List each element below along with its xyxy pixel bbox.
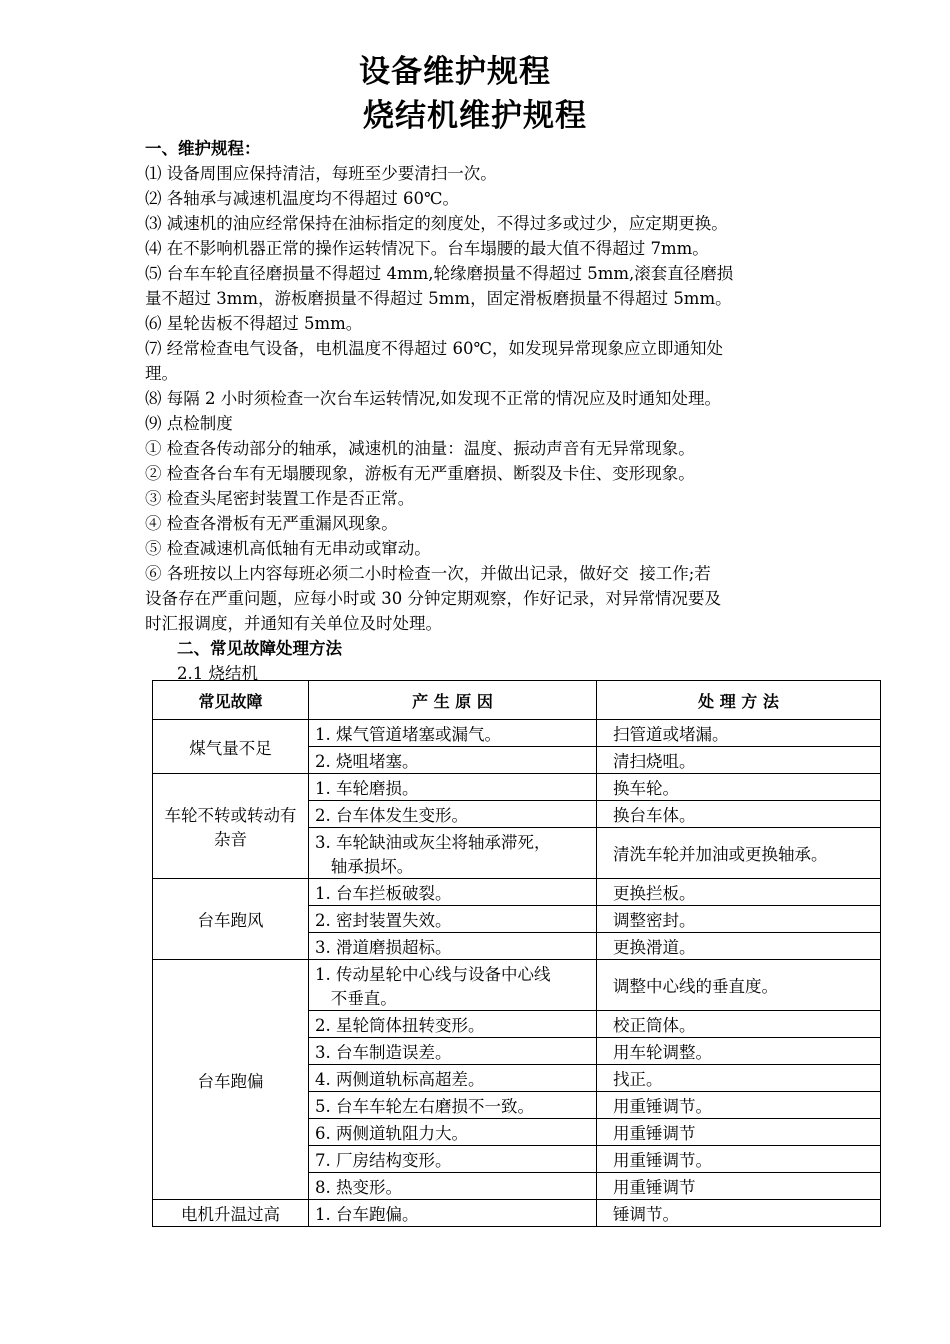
cause-cell: 2. 烧咀堵塞。 [309,747,597,774]
method-cell: 扫管道或堵漏。 [597,720,881,747]
method-cell: 用重锤调节。 [597,1092,881,1119]
header-fault: 常见故障 [153,681,309,720]
fault-cell: 台车跑偏 [153,960,309,1200]
rule-line: 设备存在严重问题，应每小时或 30 分钟定期观察，作好记录，对异常情况要及 [145,589,721,608]
rule-line: ⑷ 在不影响机器正常的操作运转情况下。台车塌腰的最大值不得超过 7mm。 [145,239,709,258]
section2-heading: 二、常见故障处理方法 [177,639,342,658]
table-header-row [153,681,881,720]
method-cell: 调整中心线的垂直度。 [597,960,881,1011]
cause-cell: 2. 台车体发生变形。 [309,801,597,828]
method-cell: 清扫烧咀。 [597,747,881,774]
rule-line: ④ 检查各滑板有无严重漏风现象。 [145,514,398,533]
method-cell: 更换拦板。 [597,879,881,906]
method-cell: 校正筒体。 [597,1011,881,1038]
rule-line: 时汇报调度，并通知有关单位及时处理。 [145,614,442,633]
rule-line: ⑻ 每隔 2 小时须检查一次台车运转情况,如发现不正常的情况应及时通知处理。 [145,389,721,408]
cause-cell: 4. 两侧道轨标高超差。 [309,1065,597,1092]
rule-line: ⑼ 点检制度 [145,414,233,433]
cause-cell: 3. 车轮缺油或灰尘将轴承滞死， 轴承损坏。 [309,828,597,879]
cause-cell: 1. 煤气管道堵塞或漏气。 [309,720,597,747]
table-row [153,720,881,747]
document-subtitle: 烧结机维护规程 [363,98,587,134]
fault-cell: 车轮不转或转动有 杂音 [153,774,309,879]
rule-line: 理。 [145,364,178,383]
fault-table-body [153,720,881,1227]
rule-line: ⑴ 设备周围应保持清洁，每班至少要清扫一次。 [145,164,497,183]
method-cell: 锤调节。 [597,1200,881,1227]
fault-cell: 台车跑风 [153,879,309,960]
cause-cell: 6. 两侧道轨阻力大。 [309,1119,597,1146]
fault-table [152,680,881,1227]
rule-line: ⑹ 星轮齿板不得超过 5mm。 [145,314,363,333]
maintenance-rules [145,136,815,686]
cause-cell: 8. 热变形。 [309,1173,597,1200]
cause-cell: 2. 星轮筒体扭转变形。 [309,1011,597,1038]
method-cell: 用重锤调节。 [597,1146,881,1173]
rule-line: ③ 检查头尾密封装置工作是否正常。 [145,489,415,508]
cause-cell: 3. 滑道磨损超标。 [309,933,597,960]
header-method: 处 理 方 法 [597,681,881,720]
method-cell: 换台车体。 [597,801,881,828]
fault-cell: 电机升温过高 [153,1200,309,1227]
rule-line: ⑥ 各班按以上内容每班必须二小时检查一次，并做出记录，做好交 接工作;若 [145,564,711,583]
table-row [153,960,881,1011]
rule-line: ⑺ 经常检查电气设备，电机温度不得超过 60℃，如发现异常现象应立即通知处 [145,339,723,358]
rule-line: ② 检查各台车有无塌腰现象，游板有无严重磨损、断裂及卡住、变形现象。 [145,464,695,483]
rule-line: ① 检查各传动部分的轴承，减速机的油量：温度、振动声音有无异常现象。 [145,439,695,458]
method-cell: 调整密封。 [597,906,881,933]
method-cell: 更换滑道。 [597,933,881,960]
table-row [153,879,881,906]
cause-cell: 2. 密封装置失效。 [309,906,597,933]
method-cell: 清洗车轮并加油或更换轴承。 [597,828,881,879]
header-cause: 产 生 原 因 [309,681,597,720]
table-row [153,1200,881,1227]
cause-cell: 1. 车轮磨损。 [309,774,597,801]
cause-cell: 7. 厂房结构变形。 [309,1146,597,1173]
cause-cell: 1. 台车拦板破裂。 [309,879,597,906]
section1-heading: 一、维护规程： [145,139,261,158]
method-cell: 用重锤调节 [597,1173,881,1200]
table-row [153,774,881,801]
cause-cell: 1. 台车跑偏。 [309,1200,597,1227]
rule-line: ⑸ 台车车轮直径磨损量不得超过 4mm,轮缘磨损量不得超过 5mm,滚套直径磨损 [145,264,734,283]
rule-line: 量不超过 3mm，游板磨损量不得超过 5mm，固定滑板磨损量不得超过 5mm。 [145,289,732,308]
section2-subheading: 2.1 烧结机 [177,664,258,683]
rule-line: ⑶ 减速机的油应经常保持在油标指定的刻度处，不得过多或过少，应定期更换。 [145,214,728,233]
cause-cell: 1. 传动星轮中心线与设备中心线 不垂直。 [309,960,597,1011]
rule-line: ⑤ 检查减速机高低轴有无串动或窜动。 [145,539,431,558]
fault-cell: 煤气量不足 [153,720,309,774]
method-cell: 找正。 [597,1065,881,1092]
document-title: 设备维护规程 [359,54,551,90]
rule-line: ⑵ 各轴承与减速机温度均不得超过 60℃。 [145,189,459,208]
rules-list [145,161,815,636]
method-cell: 用重锤调节 [597,1119,881,1146]
method-cell: 用车轮调整。 [597,1038,881,1065]
cause-cell: 5. 台车车轮左右磨损不一致。 [309,1092,597,1119]
cause-cell: 3. 台车制造误差。 [309,1038,597,1065]
method-cell: 换车轮。 [597,774,881,801]
